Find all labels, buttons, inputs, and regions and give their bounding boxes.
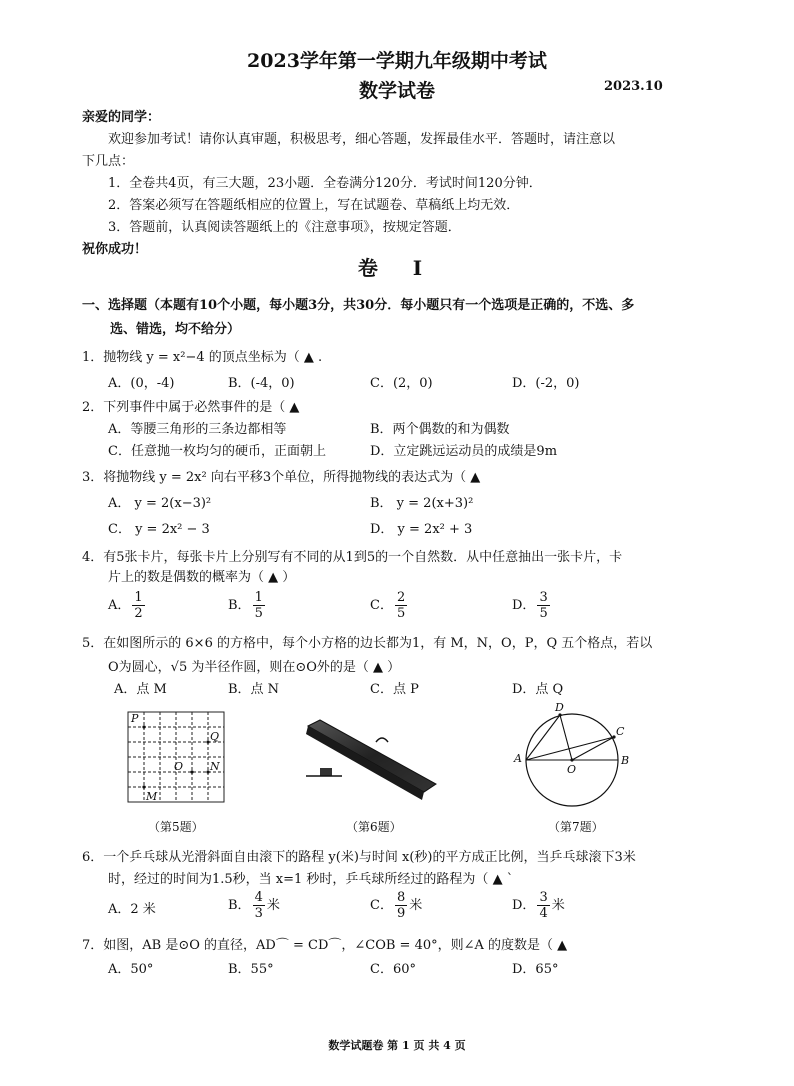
section-title: 卷 I [357,256,437,280]
fig5-label-m: M [146,790,158,803]
q6-option-c: C． $\frac{8}{9}$ 米 [370,890,423,921]
q2-option-c: C．任意抛一枚均匀的硬币，正面朝上 [108,444,326,459]
q2-option-b: B．两个偶数的和为偶数 [370,422,510,437]
q5-option-b: B．点 N [228,682,280,697]
q6-stem-line1: 6．一个乒乓球从光滑斜面自由滚下的路程 y(米)与时间 x(秒)的平方成正比例，当乒乓球滚下3米 [82,850,636,865]
note-1: 1．全卷共4页，有三大题，23小题．全卷满分120分．考试时间120分钟． [108,176,542,191]
exam-date: 2023.10 [604,79,663,94]
fig7-label-c: C [616,725,625,738]
q1-option-c: C．(2，0) [370,376,433,391]
q5-option-a: A．点 M [114,682,167,697]
q6-stem-line2: 时，经过的时间为1.5秒，当 x=1 秒时，乒乓球所经过的路程为（ ▲ ` [108,872,514,887]
part1-heading-line2: 选、错选，均不给分） [110,322,241,337]
fig5-label-p: P [131,712,139,725]
q3-stem: 3．将抛物线 y = 2x² 向右平移3个单位，所得抛物线的表达式为（ ▲ [82,470,481,485]
q2-option-d: D．立定跳远运动员的成绩是9m [370,444,558,459]
q2-option-a: A．等腰三角形的三条边都相等 [108,422,287,437]
intro-line2: 下几点： [82,154,135,169]
q7-option-d: D．65° [512,962,559,977]
q1-option-a: A．(0，-4) [108,376,175,391]
q5-stem-line1: 5．在如图所示的 6×6 的方格中，每个小方格的边长都为1，有 M，N，O，P，Q 五个格点，若以 [82,636,653,651]
q7-option-c: C．60° [370,962,416,977]
q3-option-c: C． y = 2x² − 3 [108,522,210,537]
fig5-caption: （第5题） [148,820,204,834]
wish: 祝你成功！ [82,242,148,257]
intro-line1: 欢迎参加考试！请你认真审题，积极思考，细心答题，发挥最佳水平．答题时，请注意以 [108,132,616,147]
fig7-label-d: D [555,701,564,714]
exam-title: 2023学年第一学期九年级期中考试 [247,50,547,72]
q7-option-b: B．55° [228,962,274,977]
exam-subtitle: 数学试卷 [358,80,435,102]
q5-stem-line2: O为圆心，√5 为半径作圆，则在⊙O外的是（ ▲ ） [108,660,401,675]
greeting: 亲爱的同学： [82,110,161,125]
q4-option-d: D． $\frac{3}{5}$ [512,590,548,621]
figure-6-slope [296,712,446,812]
q7-stem: 7．如图，AB 是⊙O 的直径，AD⌒ = CD⌒，∠COB = 40°，则∠A 的度数是（ ▲ [82,938,568,953]
q4-option-a: A． $\frac{1}{2}$ [108,590,143,621]
fig5-label-q: Q [210,730,220,743]
q4-option-b: B． $\frac{1}{5}$ [228,590,263,621]
q4-option-c: C． $\frac{2}{5}$ [370,590,406,621]
fig7-label-o: O [567,763,577,776]
q5-option-c: C．点 P [370,682,419,697]
q3-option-d: D． y = 2x² + 3 [370,522,473,537]
figure-7-circle [510,700,640,816]
q6-option-b: B． $\frac{4}{3}$ 米 [228,890,280,921]
q7-option-a: A．50° [108,962,154,977]
note-3: 3．答题前，认真阅读答题纸上的《注意事项》，按规定答题． [108,220,461,235]
figure-5-grid [124,708,234,808]
q1-option-b: B．(-4，0) [228,376,295,391]
fig5-label-n: N [210,760,220,773]
q4-stem-line1: 4．有5张卡片，每张卡片上分别写有不同的从1到5的一个自然数．从中任意抽出一张卡片，卡 [82,550,623,565]
q3-option-a: A． y = 2(x−3)² [108,496,212,511]
note-2: 2．答案必须写在答题纸相应的位置上，写在试题卷、草稿纸上均无效． [108,198,520,213]
page-footer: 数学试题卷 第 1 页 共 4 页 [328,1039,466,1052]
fig6-caption: （第6题） [346,820,402,834]
q5-option-d: D．点 Q [512,682,564,697]
q1-option-d: D．(-2，0) [512,376,580,391]
q6-option-d: D． $\frac{3}{4}$ 米 [512,890,565,921]
fig7-label-a: A [514,752,522,765]
q1-stem: 1．抛物线 y = x²−4 的顶点坐标为（ ▲ . [82,350,323,365]
q6-option-a: A．2 米 [108,902,156,917]
q2-stem: 2．下列事件中属于必然事件的是（ ▲ [82,400,300,415]
fig7-label-b: B [621,754,630,767]
q3-option-b: B． y = 2(x+3)² [370,496,474,511]
part1-heading-line1: 一、选择题（本题有10个小题，每小题3分，共30分．每小题只有一个选项是正确的，不选、多 [82,298,635,313]
fig7-caption: （第7题） [548,820,604,834]
q4-stem-line2: 片上的数是偶数的概率为（ ▲ ） [108,570,296,585]
fig5-label-o: O [174,760,184,773]
